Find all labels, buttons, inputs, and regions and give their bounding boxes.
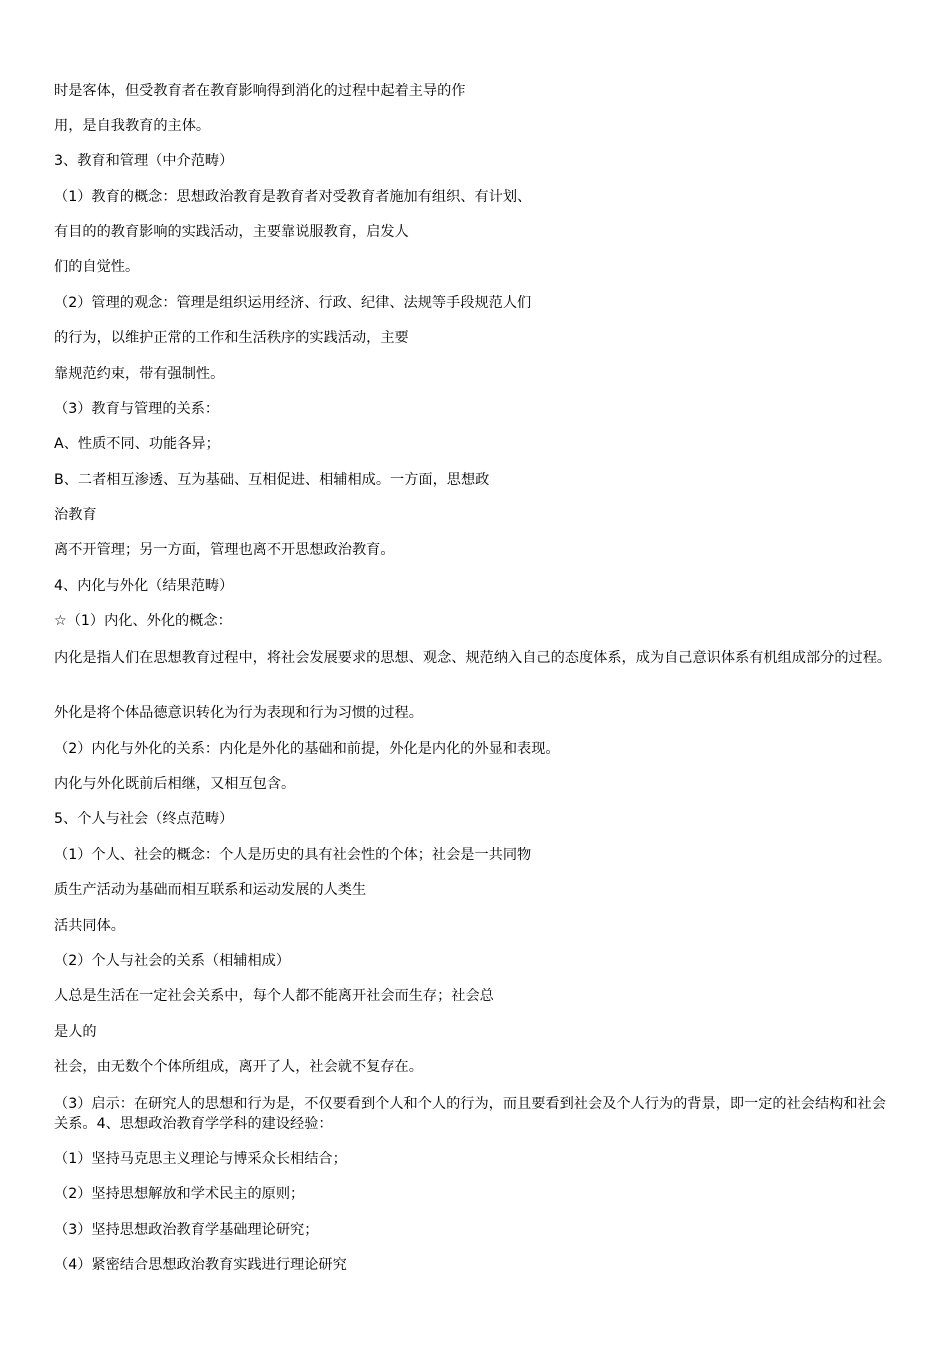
text-line: （1）教育的概念：思想政治教育是教育者对受教育者施加有组织、有计划、 <box>54 189 532 205</box>
text-line: 质生产活动为基础而相互联系和运动发展的人类生 <box>54 882 367 898</box>
text-line: 们的自觉性。 <box>54 259 140 275</box>
text-line: （1）坚持马克思主义理论与博采众长相结合； <box>54 1151 347 1167</box>
text-line: 用，是自我教育的主体。 <box>54 118 211 134</box>
text-line: 外化是将个体品德意识转化为行为表现和行为习惯的过程。 <box>54 705 423 721</box>
text-line: 时是客体，但受教育者在教育影响得到消化的过程中起着主导的作 <box>54 83 466 99</box>
section-heading: 3、教育和管理（中介范畴） <box>54 153 234 169</box>
text-line: 离不开管理；另一方面，管理也离不开思想政治教育。 <box>54 542 395 558</box>
text-line: （3）教育与管理的关系： <box>54 401 220 417</box>
text-line: 人总是生活在一定社会关系中，每个人都不能离开社会而生存；社会总 <box>54 988 494 1004</box>
section-heading: 5、个人与社会（终点范畴） <box>54 811 234 827</box>
text-paragraph: （3）启示：在研究人的思想和行为是，不仅要看到个人和个人的行为，而且要看到社会及个人行为的背景，即一定的社会结构和社会关系。4、思想政治教育学学科的建设经验： <box>54 1096 886 1132</box>
text-line: 内化与外化既前后相继，又相互包含。 <box>54 776 296 792</box>
text-line: （2）个人与社会的关系（相辅相成） <box>54 953 291 969</box>
text-line: 的行为，以维护正常的工作和生活秩序的实践活动，主要 <box>54 330 409 346</box>
text-line: 有目的的教育影响的实践活动，主要靠说服教育，启发人 <box>54 224 409 240</box>
text-line: 是人的 <box>54 1024 97 1040</box>
text-line: （2）坚持思想解放和学术民主的原则； <box>54 1186 305 1202</box>
text-line: （2）管理的观念：管理是组织运用经济、行政、纪律、法规等手段规范人们 <box>54 295 532 311</box>
text-line: （3）坚持思想政治教育学基础理论研究； <box>54 1222 319 1238</box>
section-heading: 4、内化与外化（结果范畴） <box>54 578 234 594</box>
text-line: 靠规范约束，带有强制性。 <box>54 366 225 382</box>
text-line: （2）内化与外化的关系：内化是外化的基础和前提，外化是内化的外显和表现。 <box>54 741 560 757</box>
text-line: （1）个人、社会的概念：个人是历史的具有社会性的个体；社会是一共同物 <box>54 847 532 863</box>
text-line: 活共同体。 <box>54 918 125 934</box>
text-line: 治教育 <box>54 507 97 523</box>
text-line: B、二者相互渗透、互为基础、互相促进、相辅相成。一方面，思想政 <box>54 472 490 488</box>
text-paragraph: 内化是指人们在思想教育过程中，将社会发展要求的思想、观念、规范纳入自己的态度体系，成为自己意识体系有机组成部分的过程。 <box>54 650 892 666</box>
text-line: A、性质不同、功能各异； <box>54 436 220 452</box>
text-line: （4）紧密结合思想政治教育实践进行理论研究 <box>54 1257 347 1273</box>
text-line: 社会，由无数个个体所组成，离开了人，社会就不复存在。 <box>54 1059 423 1075</box>
text-line: ☆（1）内化、外化的概念： <box>54 613 232 629</box>
